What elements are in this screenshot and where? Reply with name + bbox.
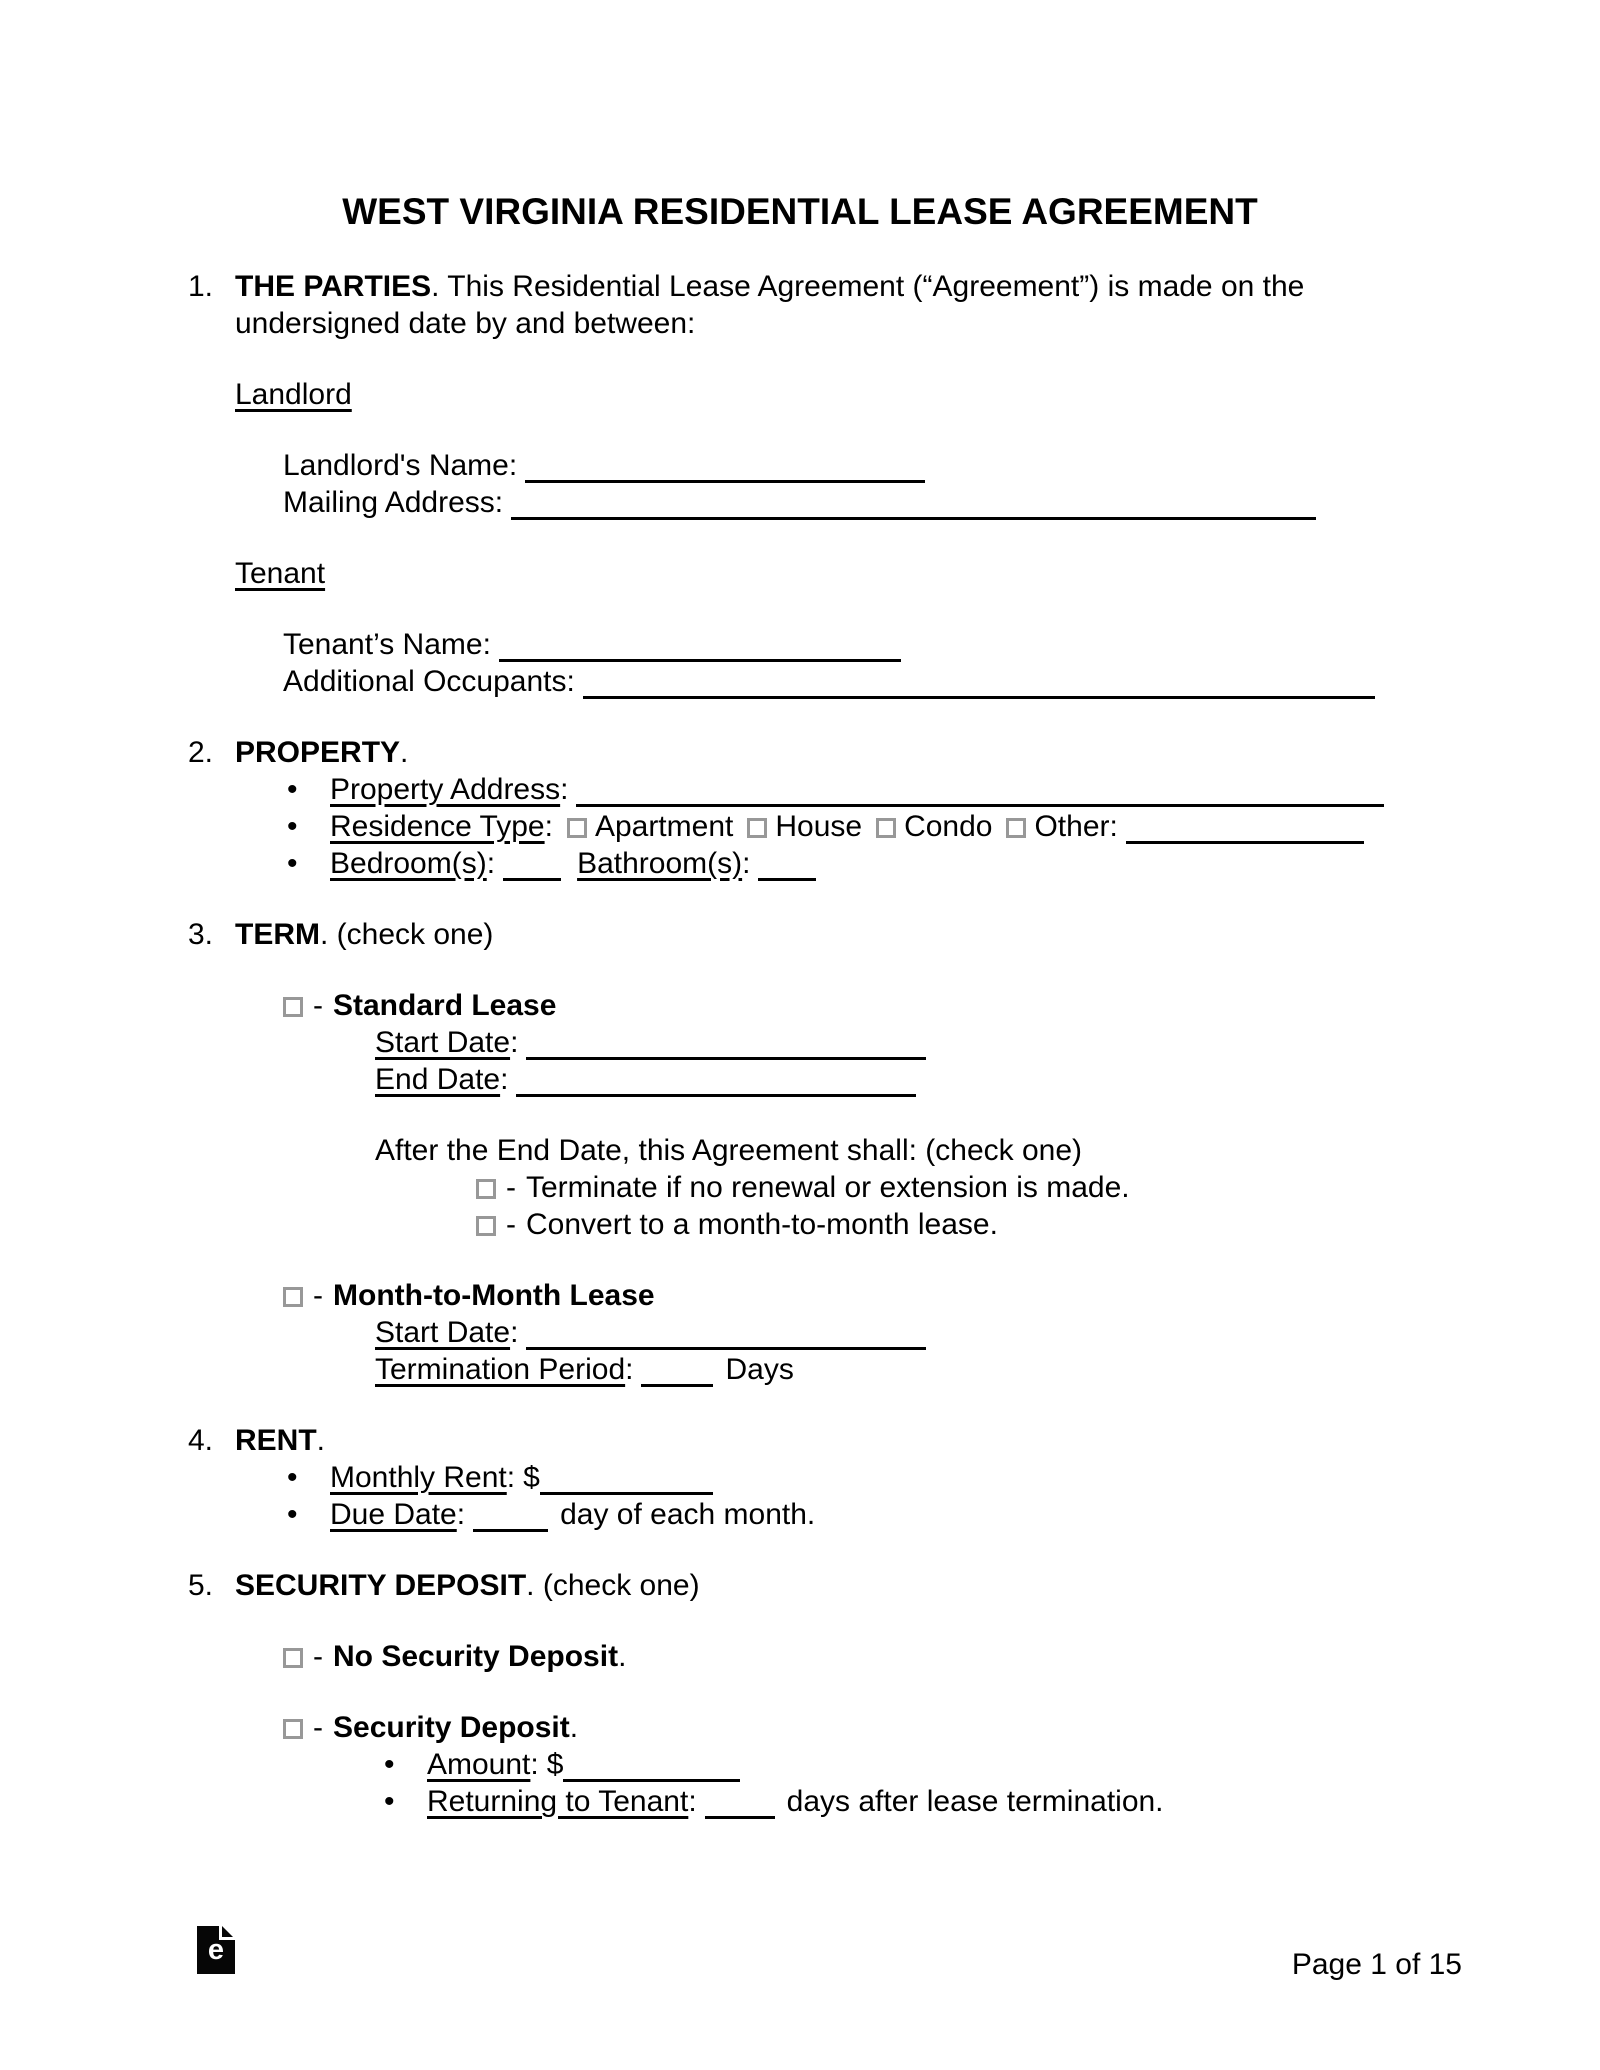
deposit-amount-field: • Amount: $ (384, 1746, 1600, 1783)
checkbox-convert-icon[interactable] (476, 1216, 496, 1236)
bathrooms-blank[interactable] (758, 845, 816, 881)
tenant-subheading: Tenant (235, 557, 326, 590)
option-label: Security Deposit (333, 1711, 570, 1744)
option-label: Terminate if no renewal or extension is made. (526, 1171, 1130, 1204)
section-rent-heading: 4. RENT. (188, 1424, 326, 1457)
field-label: Start Date (375, 1316, 511, 1349)
section-heading: TERM (235, 918, 320, 951)
logo-letter: e (207, 1934, 225, 1966)
tenant-name-blank[interactable] (499, 626, 901, 662)
termination-period-field: Termination Period: Days (375, 1353, 794, 1386)
other-residence-blank[interactable] (1126, 808, 1364, 844)
termination-period-blank[interactable] (641, 1351, 713, 1387)
after-end-date-paragraph: After the End Date, this Agreement shall: (check one) (375, 1134, 1083, 1167)
mailing-address-blank[interactable] (511, 484, 1316, 520)
section-number: 5. (188, 1569, 214, 1602)
section-heading: THE PARTIES (235, 270, 432, 303)
landlord-name-blank[interactable] (525, 447, 925, 483)
rent-bullet-list (287, 1459, 1600, 1533)
field-label: End Date (375, 1063, 501, 1096)
monthly-rent-field: • Monthly Rent: $ (287, 1459, 1600, 1496)
standard-end-date-field: End Date: (375, 1061, 1600, 1098)
month-to-month-option: - Month-to-Month Lease (283, 1277, 1600, 1314)
section-number: 1. (188, 270, 214, 303)
field-label: Tenant’s Name (283, 628, 483, 661)
checkbox-apartment-icon[interactable] (567, 818, 587, 838)
additional-occupants-field: Additional Occupants: (283, 663, 1600, 700)
checkbox-house-icon[interactable] (747, 818, 767, 838)
checkbox-other-residence-icon[interactable] (1006, 818, 1026, 838)
dollar-sign: $ (523, 1461, 540, 1494)
m2m-start-date-blank[interactable] (526, 1314, 926, 1350)
bedrooms-bathrooms-field: • Bedroom(s): Bathroom(s): (287, 845, 1600, 882)
tenant-name-field: Tenant’s Name: (283, 626, 1600, 663)
field-label: Mailing Address (283, 486, 495, 519)
checkbox-terminate-icon[interactable] (476, 1179, 496, 1199)
section-heading: PROPERTY (235, 736, 401, 769)
field-label: Monthly Rent (330, 1461, 507, 1494)
due-date-blank[interactable] (473, 1496, 548, 1532)
field-label: Additional Occupants (283, 665, 567, 698)
section-number: 2. (188, 736, 214, 769)
checkbox-standard-lease-icon[interactable] (283, 997, 303, 1017)
section-security-deposit-heading: 5. SECURITY DEPOSIT. (check one) (188, 1569, 700, 1602)
section-number: 3. (188, 918, 214, 951)
returning-to-tenant-field: • Returning to Tenant: days after lease termination. (384, 1783, 1600, 1820)
checkbox-month-to-month-icon[interactable] (283, 1287, 303, 1307)
returning-days-blank[interactable] (705, 1783, 775, 1819)
standard-start-date-field: Start Date: (375, 1024, 1600, 1061)
property-bullet-list (287, 771, 1600, 882)
option-label: Standard Lease (333, 989, 557, 1022)
standard-end-date-blank[interactable] (516, 1061, 916, 1097)
field-label: Amount (427, 1748, 531, 1781)
standard-lease-option: - Standard Lease (283, 987, 1600, 1024)
monthly-rent-blank[interactable] (540, 1459, 713, 1495)
section-heading: RENT (235, 1424, 317, 1457)
landlord-subheading: Landlord (235, 378, 352, 411)
mailing-address-field: Mailing Address: (283, 484, 1600, 521)
field-label: Residence Type (330, 810, 545, 843)
field-label: Landlord's Name (283, 449, 509, 482)
checkbox-no-security-deposit-icon[interactable] (283, 1648, 303, 1668)
option-label: Convert to a month-to-month lease. (526, 1208, 998, 1241)
section-number: 4. (188, 1424, 214, 1457)
checkbox-security-deposit-icon[interactable] (283, 1719, 303, 1739)
field-label: Start Date (375, 1026, 511, 1059)
convert-option: - Convert to a month-to-month lease. (476, 1206, 1600, 1243)
section-heading-text: . This Residential Lease Agreement (“Agreement”) is made on the undersigned date by and between: (235, 270, 1305, 340)
terminate-option: - Terminate if no renewal or extension is made. (476, 1169, 1600, 1206)
additional-occupants-blank[interactable] (583, 663, 1375, 699)
field-label: Bedroom(s) (330, 847, 487, 880)
property-address-blank[interactable] (576, 771, 1384, 807)
field-label: Returning to Tenant (427, 1785, 689, 1818)
deposit-amount-blank[interactable] (563, 1746, 740, 1782)
section-property-heading: 2. PROPERTY. (188, 736, 409, 769)
security-deposit-option: - Security Deposit. (283, 1709, 1600, 1746)
landlord-name-field: Landlord's Name: (283, 447, 1600, 484)
standard-start-date-blank[interactable] (526, 1024, 926, 1060)
document-title: WEST VIRGINIA RESIDENTIAL LEASE AGREEMENT (342, 191, 1258, 232)
dollar-sign: $ (546, 1748, 564, 1781)
due-date-field: • Due Date: day of each month. (287, 1496, 1600, 1533)
m2m-start-date-field: Start Date: (375, 1314, 1600, 1351)
bedrooms-blank[interactable] (503, 845, 561, 881)
section-parties-heading (188, 268, 1600, 342)
field-label: Due Date (330, 1498, 457, 1531)
option-label: No Security Deposit (333, 1640, 619, 1673)
eforms-logo (197, 1926, 235, 1974)
section-term-heading: 3. TERM. (check one) (188, 918, 494, 951)
page-number: Page 1 of 15 (1291, 1948, 1462, 1981)
residence-type-field: • Residence Type: Apartment House Condo Other: (287, 808, 1600, 845)
option-label: Month-to-Month Lease (333, 1279, 655, 1312)
no-security-deposit-option: - No Security Deposit. (283, 1638, 1600, 1675)
section-heading: SECURITY DEPOSIT (235, 1569, 527, 1602)
field-label: Bathroom(s) (577, 847, 743, 880)
property-address-field: • Property Address: (287, 771, 1600, 808)
field-label: Termination Period (375, 1353, 626, 1386)
checkbox-condo-icon[interactable] (876, 818, 896, 838)
security-deposit-bullet-list (384, 1746, 1600, 1820)
field-label: Property Address (330, 773, 561, 806)
